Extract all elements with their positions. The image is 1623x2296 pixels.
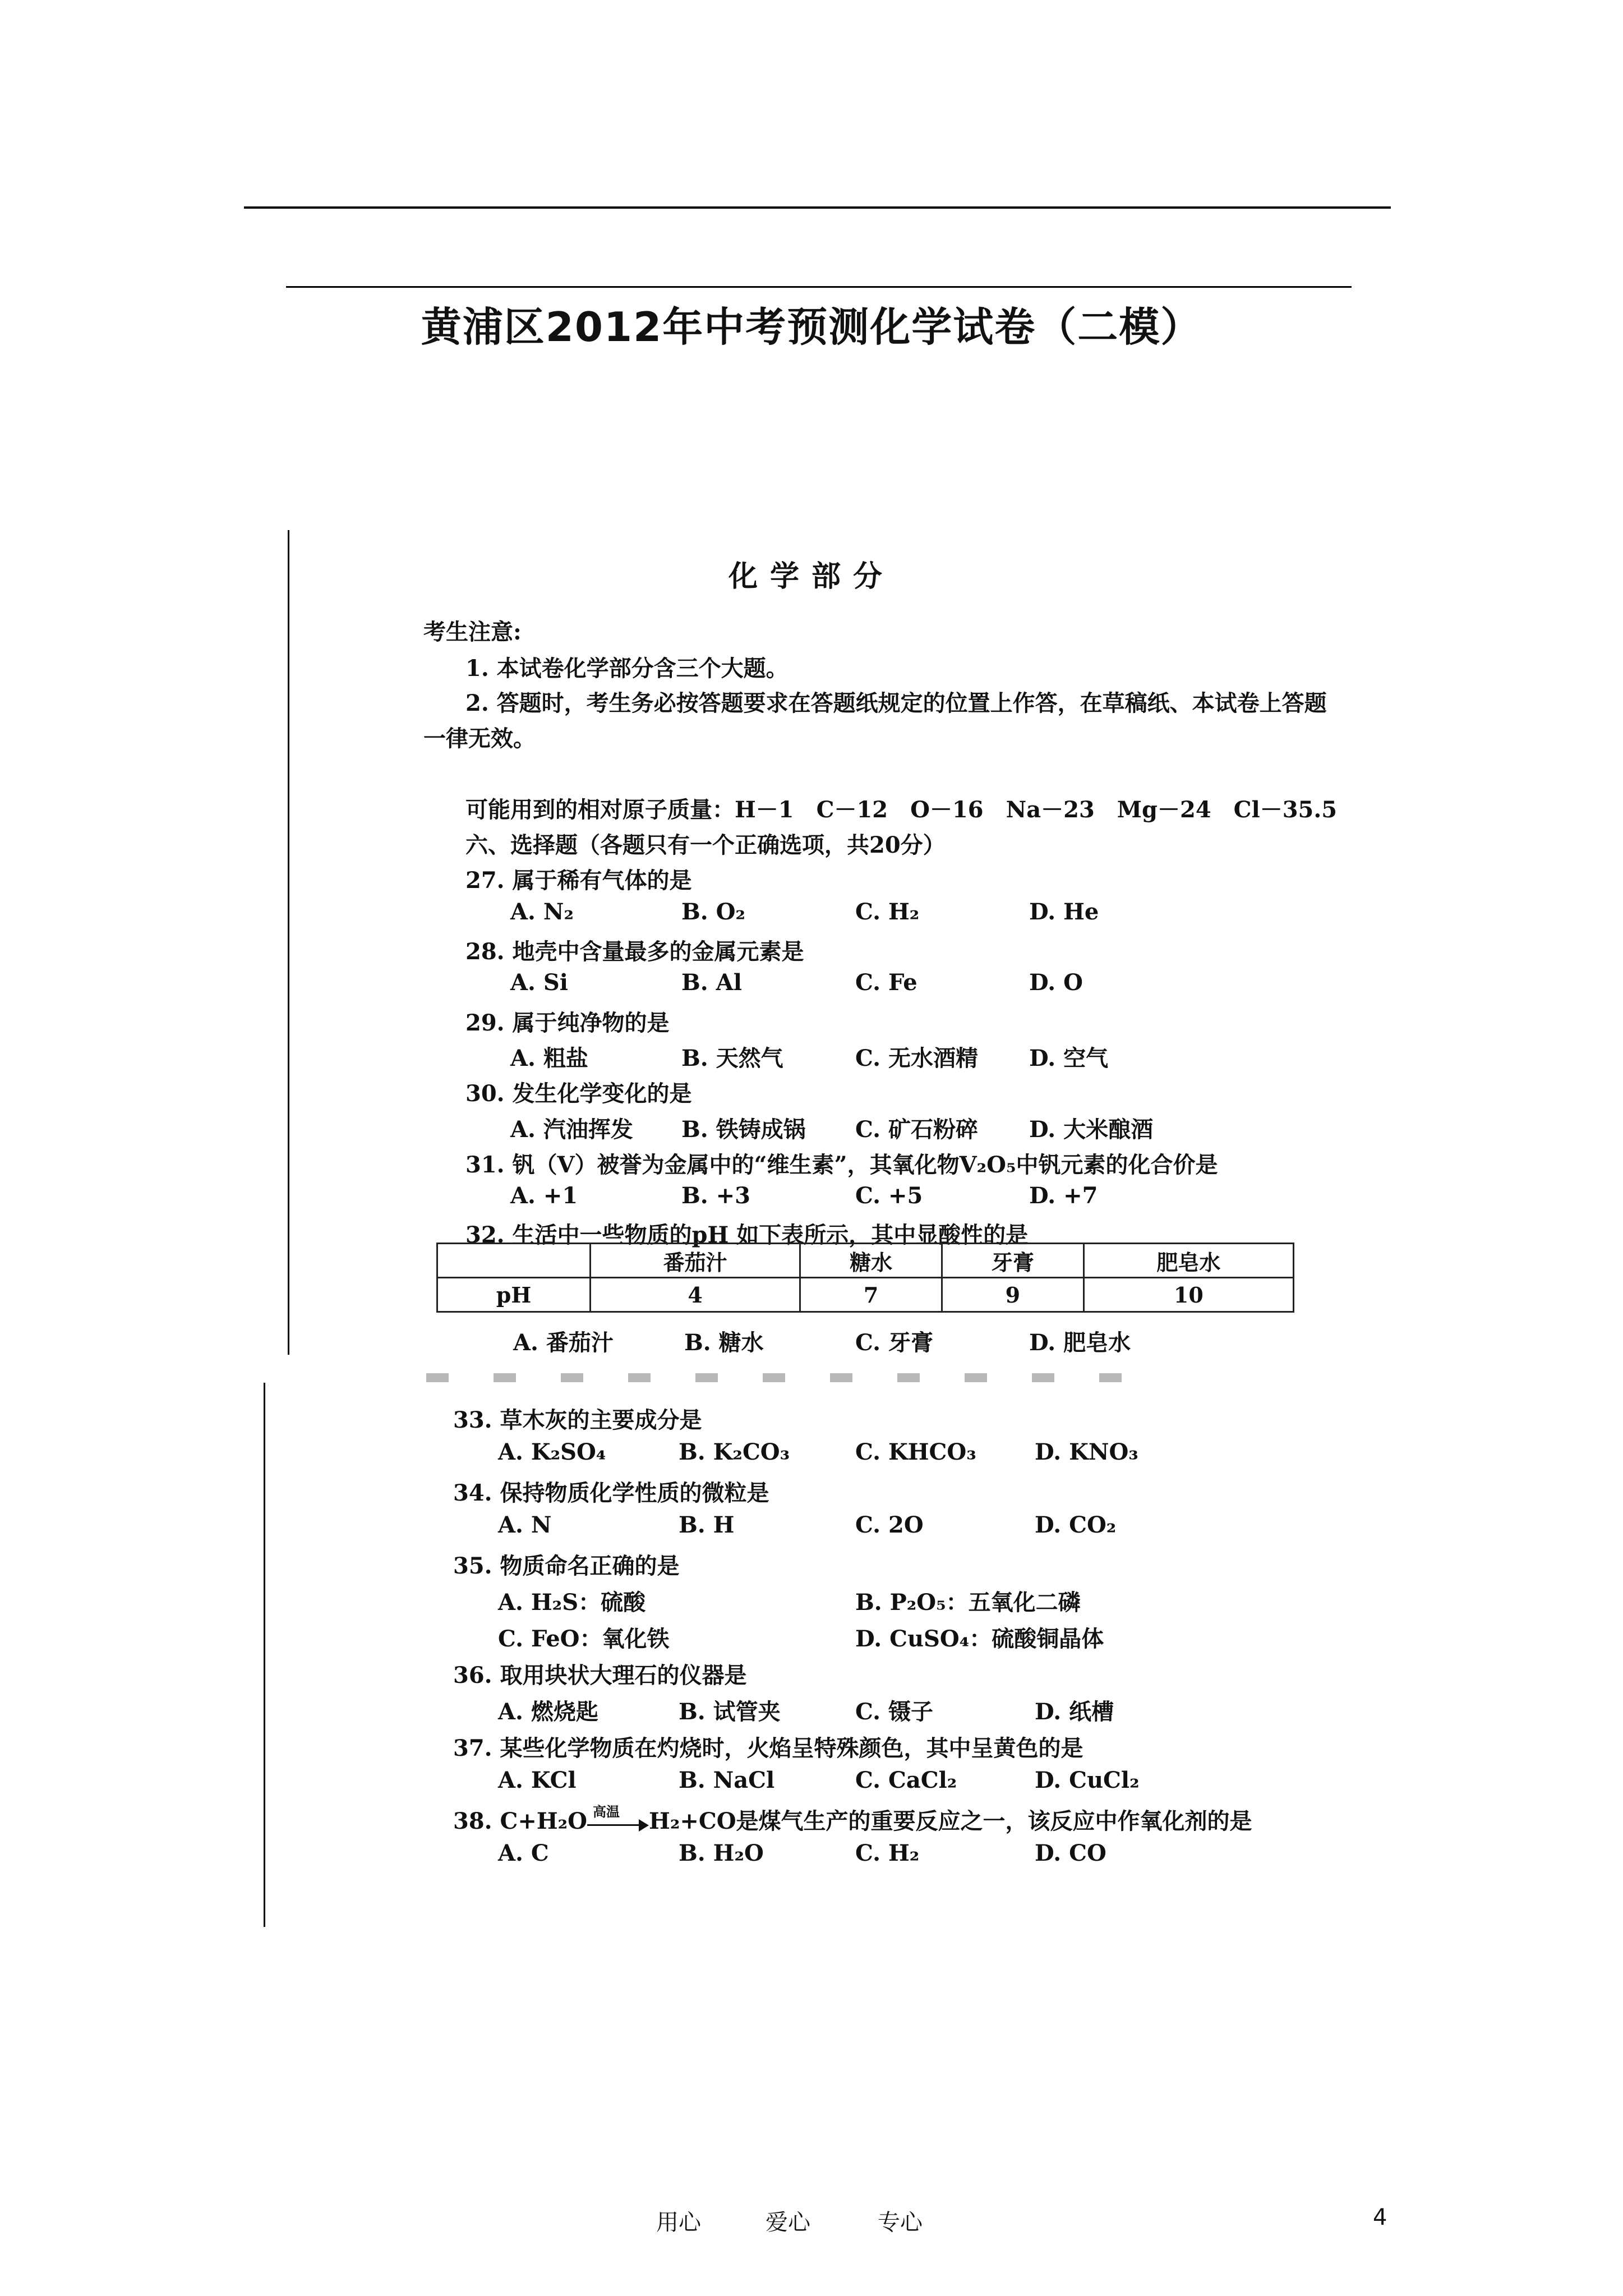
footer-text-3: 专心 (878, 2210, 923, 2235)
top-rule (244, 206, 1391, 209)
table-cell: 7 (800, 1278, 942, 1312)
notice-item-2: 2. 答题时，考生务必按答题要求在答题纸规定的位置上作答，在草稿纸、本试卷上答题 (465, 690, 1327, 716)
scan-artifact (426, 1373, 1155, 1382)
option-a: A. H₂S：硫酸 (498, 1589, 646, 1616)
ph-table-header-row (437, 1244, 1294, 1278)
option-c: C. FeO：氧化铁 (498, 1626, 670, 1652)
option-c: C. 无水酒精 (855, 1045, 978, 1071)
table-cell: 4 (591, 1278, 800, 1312)
option-b: B. P₂O₅：五氧化二磷 (855, 1589, 1081, 1616)
option-c: C. H₂ (855, 1840, 920, 1866)
question-stem: 29. 属于纯净物的是 (465, 1010, 670, 1036)
option-b: B. Al (681, 969, 742, 996)
notice-item-1: 1. 本试卷化学部分含三个大题。 (465, 655, 789, 682)
option-d: D. CO₂ (1035, 1512, 1117, 1538)
question-stem: 35. 物质命名正确的是 (453, 1553, 680, 1579)
option-b: B. 糖水 (684, 1329, 764, 1356)
question-stem: 27. 属于稀有气体的是 (465, 867, 692, 894)
option-b: B. NaCl (679, 1767, 775, 1793)
option-b: B. H (679, 1512, 735, 1538)
option-d: D. CO (1035, 1840, 1106, 1866)
option-c: C. 镊子 (855, 1699, 933, 1725)
option-b: B. 试管夹 (679, 1699, 781, 1725)
option-c: C. 矿石粉碎 (855, 1116, 978, 1143)
table-cell: 牙膏 (942, 1244, 1083, 1278)
option-a: A. N (498, 1512, 552, 1538)
option-d: D. 空气 (1029, 1045, 1109, 1071)
table-cell: 番茄汁 (591, 1244, 800, 1278)
option-a: A. 粗盐 (510, 1045, 588, 1071)
reaction-arrow-icon (587, 1803, 649, 1834)
option-d: D. 纸槽 (1035, 1699, 1114, 1725)
option-a: A. 汽油挥发 (510, 1116, 633, 1143)
page-number: 4 (1373, 2205, 1387, 2230)
part-heading: 六、选择题（各题只有一个正确选项，共20分） (465, 832, 946, 858)
option-b: B. H₂O (679, 1840, 764, 1866)
option-a: A. N₂ (510, 899, 574, 925)
table-cell (437, 1244, 591, 1278)
ph-table (436, 1243, 1294, 1313)
option-b: B. 铁铸成锅 (681, 1116, 806, 1143)
option-b: B. 天然气 (681, 1045, 783, 1071)
footer-text-2: 爱心 (766, 2210, 810, 2235)
option-a: A. K₂SO₄ (498, 1439, 606, 1465)
question-stem (453, 1803, 1252, 1835)
option-c: C. Fe (855, 969, 917, 996)
question-stem: 28. 地壳中含量最多的金属元素是 (465, 938, 804, 965)
scan-margin-line (288, 530, 289, 1355)
option-c: C. 牙膏 (855, 1329, 933, 1356)
table-cell: 10 (1083, 1278, 1293, 1312)
question-stem: 34. 保持物质化学性质的微粒是 (453, 1480, 769, 1506)
second-rule (286, 286, 1352, 288)
option-a: A. KCl (498, 1767, 577, 1793)
question-stem: 31. 钒（V）被誉为金属中的“维生素”，其氧化物V₂O₅中钒元素的化合价是 (465, 1152, 1218, 1178)
question-stem: 33. 草木灰的主要成分是 (453, 1407, 702, 1433)
table-cell: 糖水 (800, 1244, 942, 1278)
question-stem: 36. 取用块状大理石的仪器是 (453, 1662, 747, 1688)
option-b: B. K₂CO₃ (679, 1439, 790, 1465)
option-d: D. +7 (1029, 1182, 1098, 1209)
option-c: C. +5 (855, 1182, 923, 1209)
equation-right: H₂+CO是煤气生产的重要反应之一，该反应中作氧化剂的是 (649, 1808, 1252, 1834)
option-a: A. +1 (510, 1182, 578, 1209)
option-a: A. Si (510, 969, 568, 996)
option-d: D. 大米酿酒 (1029, 1116, 1154, 1143)
option-a: A. 番茄汁 (513, 1329, 614, 1356)
option-d: D. KNO₃ (1035, 1439, 1138, 1465)
option-c: C. CaCl₂ (855, 1767, 957, 1793)
table-cell: 肥皂水 (1083, 1244, 1293, 1278)
option-a: A. C (498, 1840, 549, 1866)
option-d: D. CuSO₄：硫酸铜晶体 (855, 1626, 1104, 1652)
option-b: B. O₂ (681, 899, 746, 925)
question-stem: 37. 某些化学物质在灼烧时，火焰呈特殊颜色，其中呈黄色的是 (453, 1735, 1083, 1761)
option-c: C. 2O (855, 1512, 924, 1538)
atomic-masses: 可能用到的相对原子质量：H－1 C－12 O－16 Na－23 Mg－24 Cl－35.5 (465, 797, 1338, 823)
notice-item-2-cont: 一律无效。 (423, 725, 536, 752)
option-d: D. CuCl₂ (1035, 1767, 1140, 1793)
option-b: B. +3 (681, 1182, 751, 1209)
option-d: D. 肥皂水 (1029, 1329, 1131, 1356)
option-c: C. KHCO₃ (855, 1439, 976, 1465)
notice-heading: 考生注意: (423, 619, 522, 645)
question-stem: 32. 生活中一些物质的pH 如下表所示，其中显酸性的是 (465, 1222, 1029, 1248)
footer-text-1: 用心 (656, 2210, 701, 2235)
option-d: D. He (1029, 899, 1099, 925)
question-stem: 30. 发生化学变化的是 (465, 1080, 692, 1107)
table-cell: pH (437, 1278, 591, 1312)
table-cell: 9 (942, 1278, 1083, 1312)
option-d: D. O (1029, 969, 1083, 996)
reaction-condition: 高温 (593, 1803, 620, 1820)
ph-table-value-row (437, 1278, 1294, 1312)
page-title: 黄浦区2012年中考预测化学试卷（二模） (421, 303, 1202, 351)
equation-left: 38. C+H₂O (453, 1808, 588, 1834)
option-c: C. H₂ (855, 899, 920, 925)
scan-margin-line (264, 1383, 265, 1927)
option-a: A. 燃烧匙 (498, 1699, 598, 1725)
section-title: 化学部分 (728, 559, 895, 593)
